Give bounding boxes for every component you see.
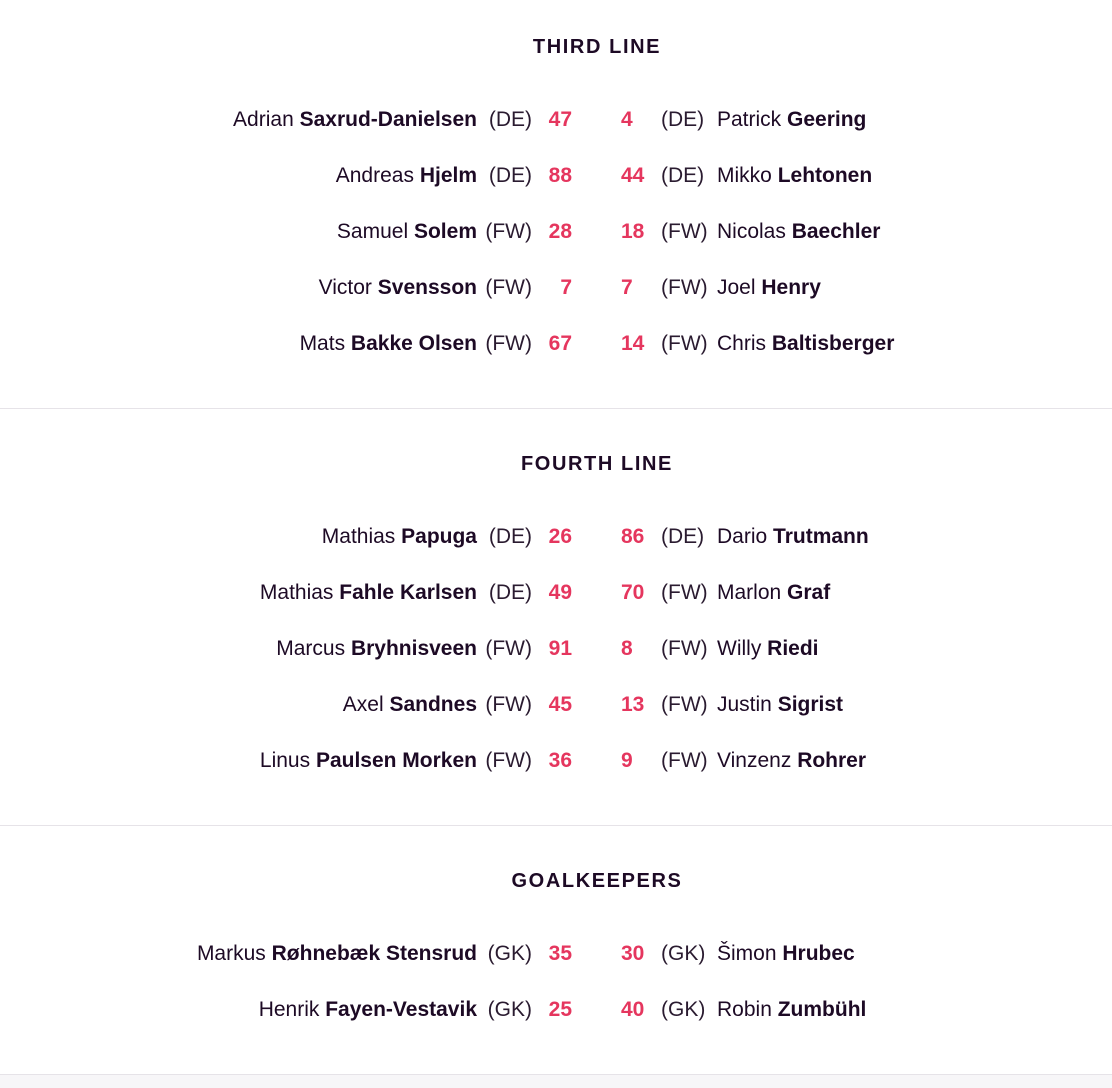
home-jersey-number: 26	[548, 525, 572, 548]
away-jersey-number: 44	[621, 164, 645, 187]
away-player-name[interactable]	[717, 683, 843, 727]
away-player-name[interactable]	[717, 515, 869, 559]
home-jersey-number: 36	[548, 749, 572, 772]
home-jersey-number: 7	[560, 276, 572, 299]
home-position: (FW)	[485, 637, 532, 660]
section-third-line	[0, 0, 1112, 409]
last-name: Solem	[413, 220, 477, 243]
last-name: Bryhnisveen	[350, 637, 477, 660]
lineup-row	[0, 571, 1112, 627]
first-name: Nicolas	[717, 220, 786, 243]
home-player-name[interactable]	[197, 932, 477, 976]
first-name: Robin	[717, 998, 772, 1021]
last-name: Zumbühl	[777, 998, 867, 1021]
last-name: Fayen-Vestavik	[325, 998, 477, 1021]
last-name: Hrubec	[782, 942, 855, 965]
home-position: (FW)	[485, 693, 532, 716]
home-player-name[interactable]	[259, 988, 477, 1032]
lineup-row	[0, 739, 1112, 795]
home-player-name[interactable]	[300, 322, 477, 366]
section-fourth-line	[0, 409, 1112, 826]
lineup-row	[0, 988, 1112, 1044]
first-name: Joel	[717, 276, 756, 299]
first-name: Dario	[717, 525, 768, 548]
away-position: (FW)	[661, 749, 708, 772]
last-name: Lehtonen	[777, 164, 873, 187]
last-name: Bakke Olsen	[350, 332, 477, 355]
last-name: Henry	[761, 276, 821, 299]
lineup-row	[0, 627, 1112, 683]
away-jersey-number: 13	[621, 693, 645, 716]
away-jersey-number: 14	[621, 332, 645, 355]
first-name: Samuel	[336, 220, 409, 243]
player-rows	[0, 98, 1112, 378]
away-position: (FW)	[661, 276, 708, 299]
footer-strip	[0, 1075, 1112, 1088]
away-jersey-number: 40	[621, 998, 645, 1021]
home-position: (DE)	[488, 164, 532, 187]
home-position: (GK)	[487, 942, 532, 965]
away-player-name[interactable]	[717, 98, 866, 142]
first-name: Marlon	[717, 581, 782, 604]
first-name: Patrick	[717, 108, 782, 131]
away-position: (DE)	[661, 164, 705, 187]
home-position: (FW)	[485, 276, 532, 299]
section-title: THIRD LINE	[532, 36, 662, 58]
away-position: (FW)	[661, 332, 708, 355]
last-name: Geering	[787, 108, 867, 131]
first-name: Adrian	[233, 108, 294, 131]
home-position: (FW)	[485, 220, 532, 243]
last-name: Hjelm	[419, 164, 477, 187]
away-player-name[interactable]	[717, 627, 819, 671]
lineup-row	[0, 932, 1112, 988]
home-jersey-number: 49	[548, 581, 572, 604]
home-player-name[interactable]	[260, 739, 477, 783]
first-name: Mathias	[259, 581, 334, 604]
home-position: (DE)	[488, 525, 532, 548]
home-position: (FW)	[485, 332, 532, 355]
away-player-name[interactable]	[717, 154, 872, 198]
section-title: FOURTH LINE	[520, 453, 674, 475]
last-name: Sandnes	[389, 693, 477, 716]
first-name: Victor	[318, 276, 372, 299]
away-jersey-number: 86	[621, 525, 645, 548]
first-name: Henrik	[258, 998, 320, 1021]
away-jersey-number: 7	[621, 276, 633, 299]
last-name: Graf	[787, 581, 831, 604]
home-player-name[interactable]	[337, 210, 477, 254]
first-name: Mathias	[321, 525, 396, 548]
home-position: (FW)	[485, 749, 532, 772]
player-rows	[0, 932, 1112, 1044]
last-name: Fahle Karlsen	[339, 581, 477, 604]
home-jersey-number: 47	[548, 108, 572, 131]
away-position: (GK)	[661, 942, 706, 965]
lineup-row	[0, 210, 1112, 266]
lineup-row	[0, 266, 1112, 322]
away-player-name[interactable]	[717, 988, 866, 1032]
away-player-name[interactable]	[717, 210, 880, 254]
away-position: (FW)	[661, 637, 708, 660]
first-name: Linus	[259, 749, 311, 772]
home-player-name[interactable]	[322, 515, 477, 559]
home-position: (GK)	[487, 998, 532, 1021]
section-title: GOALKEEPERS	[511, 870, 683, 892]
away-jersey-number: 18	[621, 220, 645, 243]
first-name: Markus	[196, 942, 266, 965]
home-player-name[interactable]	[343, 683, 477, 727]
home-jersey-number: 67	[548, 332, 572, 355]
away-player-name[interactable]	[717, 739, 866, 783]
last-name: Paulsen Morken	[315, 749, 477, 772]
first-name: Mikko	[717, 164, 772, 187]
away-jersey-number: 4	[621, 108, 633, 131]
player-rows	[0, 515, 1112, 795]
last-name: Røhnebæk Stensrud	[271, 942, 477, 965]
last-name: Rohrer	[797, 749, 867, 772]
home-player-name[interactable]	[276, 627, 477, 671]
first-name: Marcus	[276, 637, 346, 660]
home-jersey-number: 25	[548, 998, 572, 1021]
away-position: (DE)	[661, 108, 705, 131]
away-player-name[interactable]	[717, 932, 855, 976]
last-name: Papuga	[401, 525, 477, 548]
home-player-name[interactable]	[336, 154, 477, 198]
away-jersey-number: 9	[621, 749, 633, 772]
away-player-name[interactable]	[717, 322, 894, 366]
first-name: Axel	[342, 693, 384, 716]
last-name: Sigrist	[777, 693, 844, 716]
first-name: Willy	[717, 637, 762, 660]
lineup-row	[0, 683, 1112, 739]
home-player-name[interactable]	[233, 98, 477, 142]
away-jersey-number: 30	[621, 942, 645, 965]
lineup-row	[0, 154, 1112, 210]
lineup-row	[0, 515, 1112, 571]
away-player-name[interactable]	[717, 571, 830, 615]
home-player-name[interactable]	[260, 571, 477, 615]
home-player-name[interactable]	[319, 266, 477, 310]
last-name: Baltisberger	[771, 332, 895, 355]
away-position: (FW)	[661, 220, 708, 243]
away-jersey-number: 8	[621, 637, 633, 660]
home-jersey-number: 28	[548, 220, 572, 243]
away-position: (DE)	[661, 525, 705, 548]
away-position: (GK)	[661, 998, 706, 1021]
section-goalkeepers	[0, 826, 1112, 1075]
first-name: Vinzenz	[717, 749, 792, 772]
away-position: (FW)	[661, 581, 708, 604]
lineup-row	[0, 322, 1112, 378]
home-position: (DE)	[488, 581, 532, 604]
last-name: Riedi	[767, 637, 819, 660]
home-position: (DE)	[488, 108, 532, 131]
first-name: Mats	[299, 332, 346, 355]
last-name: Saxrud-Danielsen	[299, 108, 477, 131]
first-name: Chris	[717, 332, 767, 355]
last-name: Svensson	[377, 276, 477, 299]
home-jersey-number: 35	[548, 942, 572, 965]
first-name: Andreas	[335, 164, 414, 187]
lineup-row	[0, 98, 1112, 154]
home-jersey-number: 88	[548, 164, 572, 187]
away-jersey-number: 70	[621, 581, 645, 604]
last-name: Baechler	[791, 220, 881, 243]
home-jersey-number: 45	[548, 693, 572, 716]
home-jersey-number: 91	[548, 637, 572, 660]
first-name: Justin	[717, 693, 772, 716]
away-position: (FW)	[661, 693, 708, 716]
first-name: Šimon	[717, 942, 777, 965]
last-name: Trutmann	[773, 525, 869, 548]
away-player-name[interactable]	[717, 266, 821, 310]
